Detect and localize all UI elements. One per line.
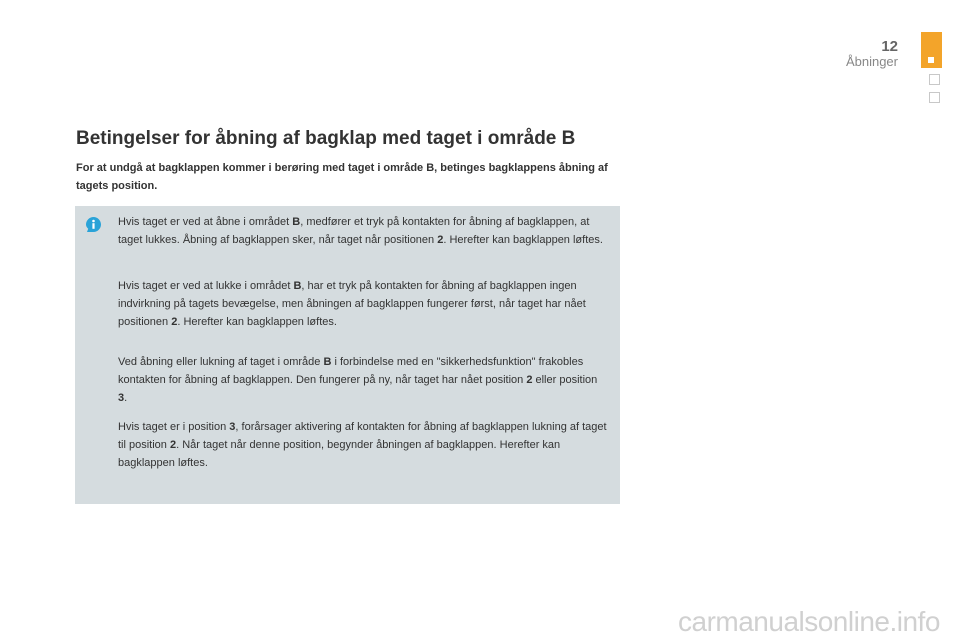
tab-marker xyxy=(928,57,934,63)
page-number: 12 xyxy=(881,38,898,55)
info-paragraph-1: Hvis taget er ved at åbne i området B, medfører et tryk på kontakten for åbning af bagklappen, at taget lukkes. Åbning af bagklappen sker, når taget når positionen 2. Herefter kan bagklappen løftes. xyxy=(118,216,603,246)
section-tab-active[interactable] xyxy=(921,32,942,68)
section-tab-2[interactable] xyxy=(929,92,940,103)
info-box xyxy=(75,206,620,504)
intro-text: For at undgå at bagklappen kommer i berøring med taget i område B, betinges bagklappens åbning af tagets position. xyxy=(76,162,608,192)
info-paragraph-4: Hvis taget er i position 3, forårsager aktivering af kontakten for åbning af bagklappen lukning af taget til position 2. Når taget når denne position, begynder åbningen af bagklappen. Herefter kan bagklappen løftes. xyxy=(118,421,607,469)
section-name: Åbninger xyxy=(845,54,898,69)
info-paragraph-2: Hvis taget er ved at lukke i området B, har et tryk på kontakten for åbning af bagklappen ingen indvirkning på tagets bevægelse, men åbningen af bagklappen fungerer først, når taget har nået positionen 2. Herefter kan bagklappen løftes. xyxy=(118,280,586,328)
page-title: Betingelser for åbning af bagklap med taget i område B xyxy=(76,128,576,149)
section-tab-1[interactable] xyxy=(929,74,940,85)
info-icon xyxy=(85,216,102,233)
info-paragraph-3: Ved åbning eller lukning af taget i område B i forbindelse med en "sikkerhedsfunktion" frakobles kontakten for åbning af bagklappen. Den fungerer på ny, når taget har nået position 2 eller position 3. xyxy=(118,356,598,404)
watermark: carmanualsonline.info xyxy=(678,606,940,637)
